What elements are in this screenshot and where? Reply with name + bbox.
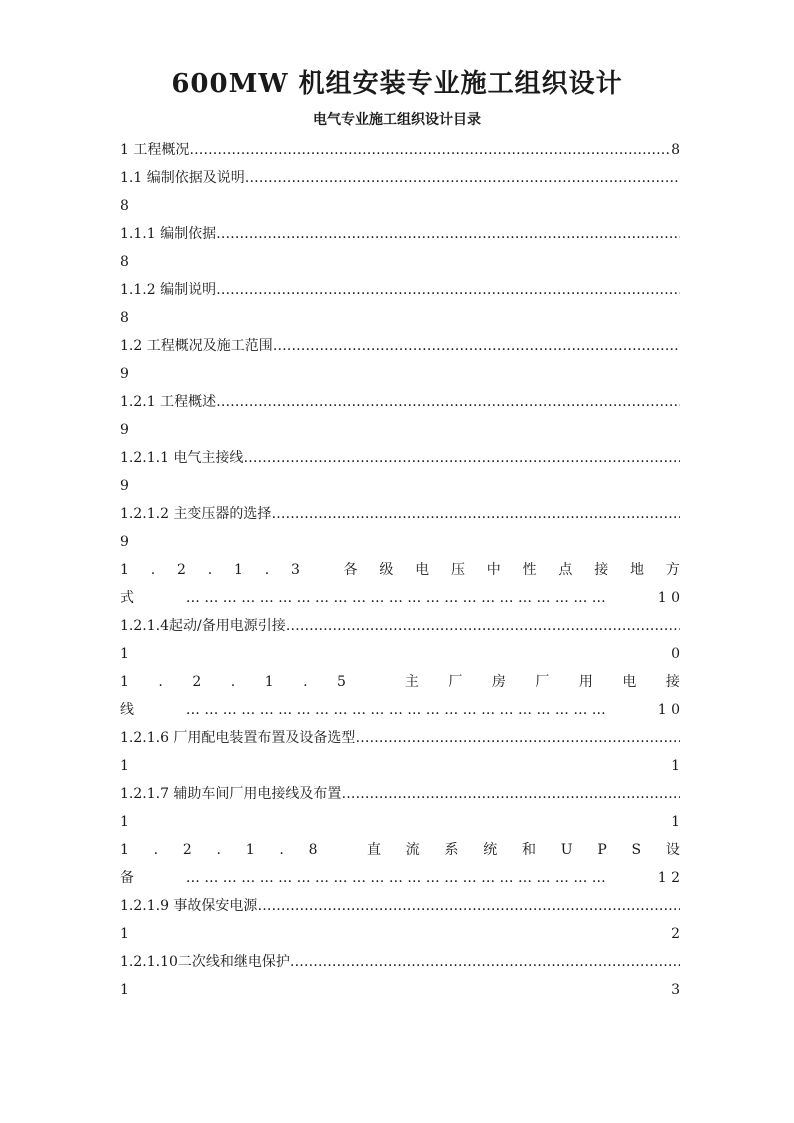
toc-entry[interactable] bbox=[120, 332, 680, 360]
toc-entry-title: 1 工程概况 bbox=[120, 142, 190, 158]
toc-entry[interactable] bbox=[120, 500, 680, 528]
toc-entry-page: 0 bbox=[671, 646, 680, 662]
leader-dots bbox=[245, 164, 680, 192]
leader-dots bbox=[286, 612, 680, 640]
leader-dots bbox=[243, 444, 680, 472]
leader-dots bbox=[290, 948, 680, 976]
leader-dots bbox=[216, 220, 680, 248]
toc-entry-page-line bbox=[120, 304, 680, 332]
leader-dots: … … … … … … … … … … … … … … … … … … … … … … … bbox=[185, 590, 606, 606]
toc-entry[interactable] bbox=[120, 836, 680, 864]
toc-entry-title: 1.2.1 工程概述 bbox=[120, 394, 217, 410]
toc-entry-page: 8 bbox=[120, 198, 129, 214]
toc-entry-page-line bbox=[120, 472, 680, 500]
toc-entry-page-line bbox=[120, 976, 680, 1004]
document-title: 600MW 机组安装专业施工组织设计 bbox=[171, 69, 623, 99]
toc-entry-page: 1 bbox=[671, 758, 680, 774]
toc-entry-page: 9 bbox=[120, 366, 129, 382]
toc-entry-title: 1.2.1.9 事故保安电源 bbox=[120, 898, 258, 914]
toc-entry-page: 1 bbox=[671, 814, 680, 830]
leader-dots bbox=[271, 500, 680, 528]
toc-entry-title: 1.2.1.10二次线和继电保护 bbox=[120, 954, 290, 970]
toc-entry-title: 1.2.1.2 主变压器的选择 bbox=[120, 506, 272, 522]
toc-entry-title: 1.2.1.7 辅助车间厂用电接线及布置 bbox=[120, 786, 342, 802]
toc-entry-title: 1.1.1 编制依据 bbox=[120, 226, 217, 242]
toc-entry-page: 1 bbox=[120, 758, 129, 774]
toc-entry[interactable] bbox=[120, 220, 680, 248]
toc-entry-page: 9 bbox=[120, 534, 129, 550]
leader-dots bbox=[189, 136, 669, 164]
toc-entry-continuation: 式 … … … … … … … … … … … … … … … … … … … … … … … 1 0 bbox=[120, 584, 680, 612]
toc-entry-page-line bbox=[120, 808, 680, 836]
leader-dots bbox=[216, 276, 680, 304]
leader-dots: … … … … … … … … … … … … … … … … … … … … … … … bbox=[185, 702, 606, 718]
toc-entry-page: 8 bbox=[120, 254, 129, 270]
toc-entry-continuation: 备 … … … … … … … … … … … … … … … … … … … … … … … 1 2 bbox=[120, 864, 680, 892]
toc-entry[interactable] bbox=[120, 556, 680, 584]
toc-entry-page-line bbox=[120, 920, 680, 948]
toc-entry[interactable] bbox=[120, 948, 680, 976]
toc-entry-page: 3 bbox=[671, 982, 680, 998]
toc-entry[interactable] bbox=[120, 892, 680, 920]
toc-entry-title: 1.2 工程概况及施工范围 bbox=[120, 338, 273, 354]
toc-entry-page: 8 bbox=[120, 310, 129, 326]
leader-dots bbox=[216, 388, 680, 416]
table-of-contents bbox=[120, 136, 680, 1004]
leader-dots bbox=[257, 892, 680, 920]
toc-entry-title: 1.2.1.6 厂用配电装置布置及设备选型 bbox=[120, 730, 356, 746]
toc-entry-page: 9 bbox=[120, 422, 129, 438]
toc-entry-page: 1 bbox=[120, 926, 129, 942]
toc-entry[interactable] bbox=[120, 388, 680, 416]
toc-entry-page-line bbox=[120, 360, 680, 388]
toc-entry-title: 1.1 编制依据及说明 bbox=[120, 170, 245, 186]
toc-entry-page: 1 bbox=[120, 646, 129, 662]
leader-dots: … … … … … … … … … … … … … … … … … … … … … … … bbox=[185, 870, 606, 886]
toc-entry-continuation: 线 … … … … … … … … … … … … … … … … … … … … … … … 1 0 bbox=[120, 696, 680, 724]
leader-dots bbox=[355, 724, 680, 752]
toc-entry-title-spread: 1 . 2 . 1 . 3 各 级 电 压 中 性 点 接 地 方 bbox=[120, 562, 680, 578]
toc-entry[interactable] bbox=[120, 724, 680, 752]
toc-entry-page-line bbox=[120, 416, 680, 444]
toc-entry-title-spread: 1 . 2 . 1 . 8 直 流 系 统 和 U P S 设 bbox=[120, 842, 680, 858]
leader-dots bbox=[273, 332, 680, 360]
toc-heading: 电气专业施工组织设计目录 bbox=[313, 112, 481, 128]
toc-entry-page: 1 bbox=[120, 982, 129, 998]
toc-entry-page: 8 bbox=[671, 142, 680, 158]
toc-entry-page: 1 bbox=[120, 814, 129, 830]
toc-entry-title-spread: 1 . 2 . 1 . 5 主 厂 房 厂 用 电 接 bbox=[120, 674, 680, 690]
toc-entry[interactable] bbox=[120, 164, 680, 192]
leader-dots bbox=[341, 780, 680, 808]
toc-entry-page-line bbox=[120, 640, 680, 668]
toc-entry-title: 1.2.1.1 电气主接线 bbox=[120, 450, 244, 466]
toc-entry-title: 1.2.1.4起动/备用电源引接 bbox=[120, 618, 286, 634]
toc-entry[interactable] bbox=[120, 276, 680, 304]
toc-entry[interactable] bbox=[120, 612, 680, 640]
toc-entry-page-line bbox=[120, 752, 680, 780]
toc-entry-page-line bbox=[120, 248, 680, 276]
toc-entry-page: 2 bbox=[671, 926, 680, 942]
toc-entry-page-line bbox=[120, 192, 680, 220]
toc-entry[interactable] bbox=[120, 668, 680, 696]
toc-entry[interactable] bbox=[120, 780, 680, 808]
toc-entry-page: 9 bbox=[120, 478, 129, 494]
toc-entry[interactable] bbox=[120, 444, 680, 472]
toc-entry-title: 1.1.2 编制说明 bbox=[120, 282, 217, 298]
toc-entry-page-line bbox=[120, 528, 680, 556]
toc-entry[interactable] bbox=[120, 136, 680, 164]
